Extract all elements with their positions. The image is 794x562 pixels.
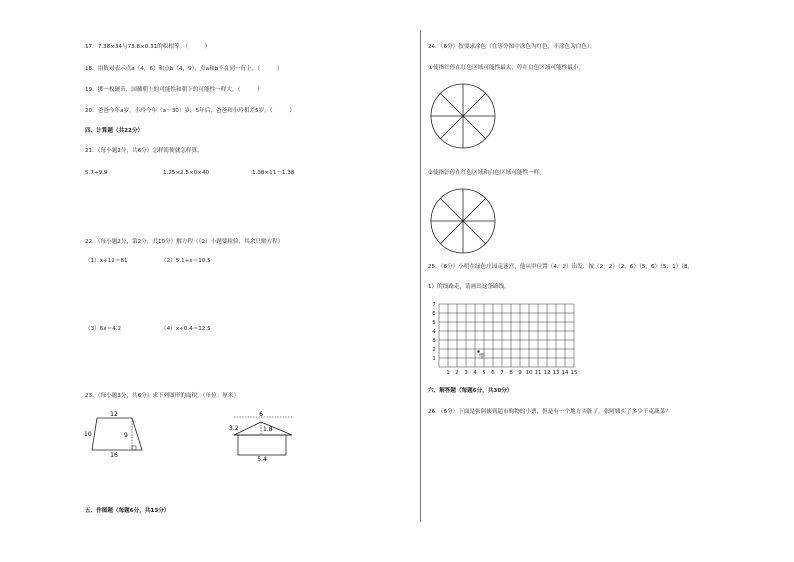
grid-y-tick: 1 — [432, 356, 436, 362]
grid-x-tick: 1 — [446, 370, 450, 376]
q24-part-2: ②使指针停在红色区域和白色区域可能性一样。 — [428, 170, 545, 176]
question-21: 21．（每小题2分，共6分）怎样简便就怎样算。 — [85, 148, 203, 154]
q22-item-1: （1）x÷12＝81 — [85, 258, 128, 264]
section-5-heading: 五、作图题（每题6分，共13分） — [85, 508, 170, 514]
grid-x-tick: 10 — [525, 370, 533, 376]
grid-x-tick: 15 — [570, 370, 578, 376]
grid-x-tick: 9 — [518, 370, 522, 376]
grid-y-tick: 2 — [432, 347, 436, 353]
grid-y-tick: 3 — [432, 338, 436, 344]
grid-x-tick: 13 — [552, 370, 560, 376]
q21-item-2: 1.25×2.5×0×40 — [163, 170, 210, 176]
q21-item-3: 1.38×11－1.38 — [252, 170, 295, 176]
house-label-right: 1.8 — [263, 426, 273, 433]
house-label-top: 6 — [259, 411, 263, 418]
question-25-line-2: 1）的线路走，请画出这条路线。 — [428, 284, 510, 290]
start-point-label: 甲 — [479, 353, 486, 360]
grid-x-tick: 7 — [500, 370, 504, 376]
question-23: 23．（每小题3分，共6分）求下列图形的面积。（单位：厘米） — [85, 393, 240, 399]
grid-y-tick: 5 — [432, 320, 436, 326]
grid-x-tick: 12 — [543, 370, 551, 376]
question-19: 19．掷一枚硬币，国徽朝上的可能性和朝下的可能性一样大。（ ） — [85, 87, 263, 93]
grid-x-tick: 6 — [491, 370, 495, 376]
house-figure — [226, 410, 306, 466]
trap-label-left: 10 — [84, 431, 92, 438]
question-18: 18．用数对表示点a（4，6）和点b（4，9），点a和b不在同一行上。（ ） — [85, 66, 283, 72]
question-20: 20．爸爸今年a岁，小玲今年（a－30）岁，5年后，爸爸和小玲相差5岁。（ ） — [85, 108, 296, 114]
q22-item-2: （2）5.1+x＝10.5 — [161, 258, 211, 264]
grid-x-tick: 2 — [455, 370, 459, 376]
q24-part-1: ①使指针停在红色区域可能性最大，停在白色区域可能性最小。 — [428, 65, 585, 71]
grid-y-tick: 7 — [432, 302, 436, 308]
question-22: 22．（每小题2分，第2分，共10分）解方程（（2）小题要检验，其余只解方程） — [85, 239, 284, 245]
q22-item-4: （4）x÷0.4＝12.5 — [161, 326, 211, 332]
question-17: 17．7.38×34与73.8×0.31的积相等。（ ） — [85, 44, 211, 50]
section-6-heading: 六、解答题（每题6分，共30分） — [428, 388, 513, 394]
grid-x-tick: 3 — [464, 370, 468, 376]
trap-label-top: 12 — [110, 411, 118, 418]
question-25-line-1: 25．（6分）小明在绿色庄园走迷宫，他从甲位置（4，2）出发，按（2，2）（2，6）（5，6）（5，1）（8， — [428, 264, 694, 270]
q21-item-1: 5.7÷9.9 — [85, 170, 108, 176]
question-26: 26．（6分）下面是张阿姨到超市购物的小票，但是有一个地方弄脏了。张阿姨买了多少千克蔬菜？ — [428, 409, 671, 415]
grid-x-tick: 14 — [561, 370, 569, 376]
trapezoid-figure — [80, 408, 160, 460]
spinner-circle-2 — [430, 188, 496, 254]
question-24: 24．（6分）按要求涂色（在等分图中涂色为红色，不涂色为白色）。 — [428, 44, 596, 50]
trap-label-bottom: 16 — [110, 452, 118, 459]
q22-item-3: （3）6x＝4.2 — [85, 326, 122, 332]
house-label-left: 3.2 — [229, 425, 239, 432]
house-label-bottom: 5.4 — [257, 456, 267, 463]
grid-x-tick: 4 — [473, 370, 477, 376]
grid-y-tick: 4 — [432, 329, 436, 335]
column-divider — [420, 30, 421, 522]
grid-x-tick: 8 — [509, 370, 513, 376]
trap-label-height: 9 — [124, 432, 128, 439]
section-4-heading: 四、计算题（共22分） — [85, 128, 144, 134]
grid-y-tick: 6 — [432, 311, 436, 317]
grid-x-tick: 11 — [534, 370, 542, 376]
spinner-circle-1 — [430, 83, 496, 149]
maze-grid — [428, 302, 588, 378]
grid-x-tick: 5 — [482, 370, 486, 376]
